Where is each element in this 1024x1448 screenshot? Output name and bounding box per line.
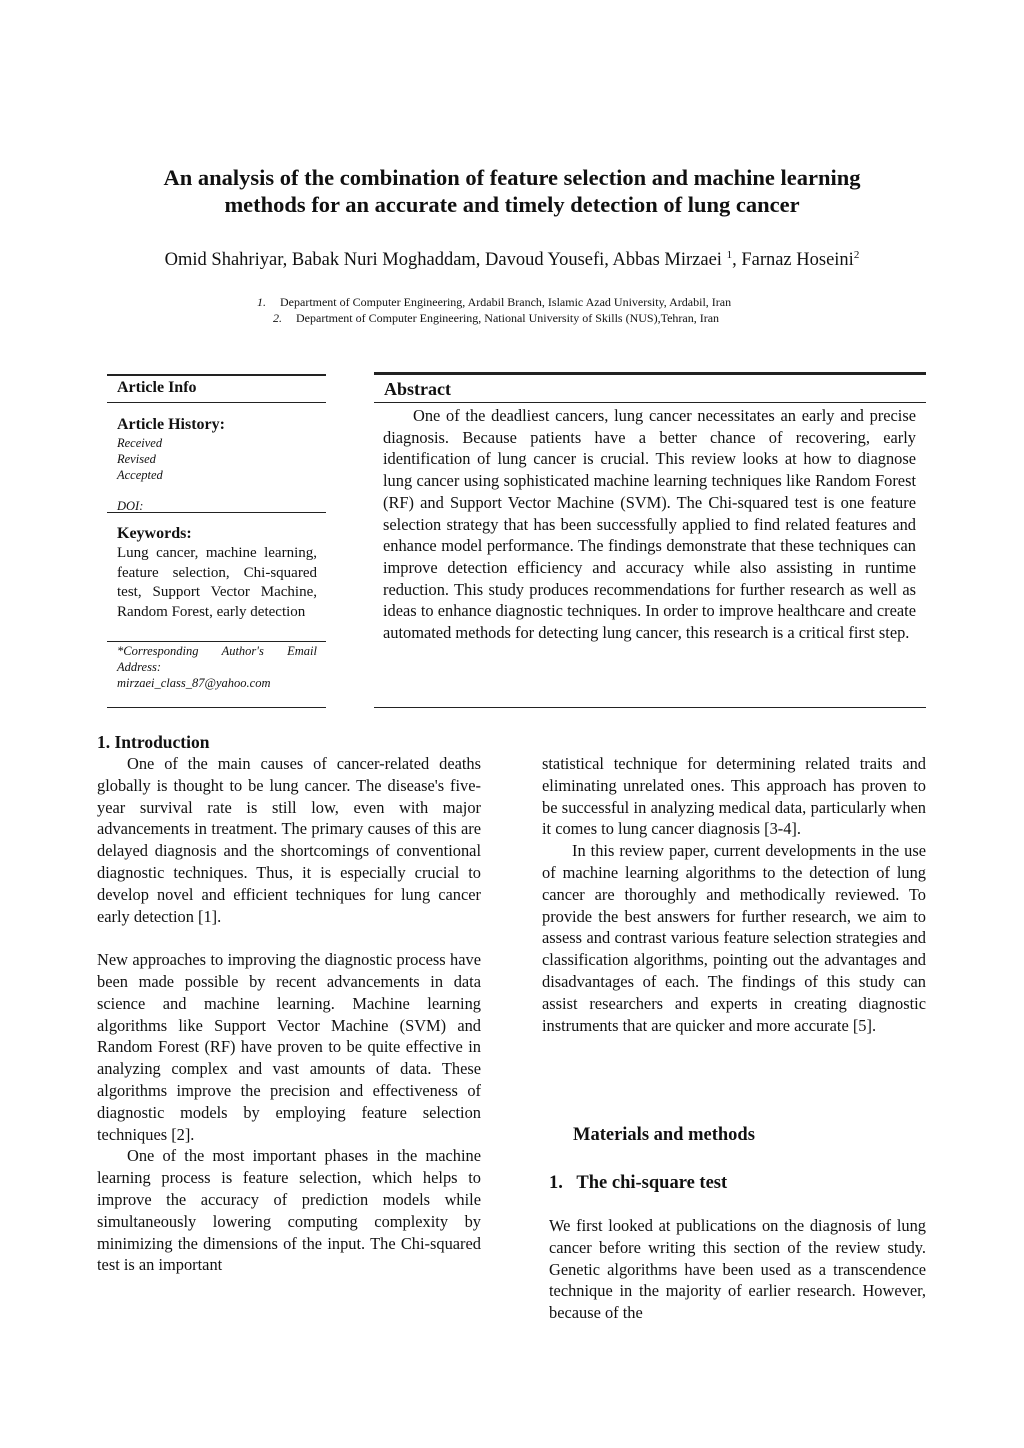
keywords-rule xyxy=(107,641,326,642)
article-info-heading-rule xyxy=(107,402,326,403)
intro-paragraph-3-continued: statistical technique for determining related traits and eliminating unrelated ones. This approach has proven to be successful in analyzing medical data, particularly when it comes to lung cancer diagnosis [3-4]. xyxy=(542,754,926,839)
abstract-bottom-rule xyxy=(374,707,926,708)
affiliation-1 xyxy=(250,294,731,310)
keywords-heading: Keywords: xyxy=(117,525,192,542)
abstract-text: One of the deadliest cancers, lung cancer necessitates an early and precise diagnosis. Because patients have a better chance of recovering, early identification of lung cancer is crucial. This review looks at how to diagnose lung cancer using sophisticated machine learning techniques like Random Forest (RF) and Support Vector Machine (SVM). The Chi-squared test is one feature selection strategy that has been successfully applied to find related features and enhance model performance. The findings demonstrate that these techniques can improve detection efficiency and accuracy while also assisting in runtime reduction. This study produces recommendations for further research as well as ideas to enhance diagnostic techniques. In order to improve healthcare and create automated methods for detecting lung cancer, this research is a critical first step. xyxy=(383,406,916,643)
intro-paragraph-2: New approaches to improving the diagnostic process have been made possible by recent advancements in data science and machine learning. Machine learning algorithms like Support Vector Machine (SVM) and Random Forest (RF) have proven to be quite effective in analyzing complex and vast amounts of data. These algorithms improve the precision and effectiveness of diagnostic models by employing feature selection techniques [2]. xyxy=(97,950,481,1144)
authors-text: Omid Shahriyar, Babak Nuri Moghaddam, Davoud Yousefi, Abbas Mirzaei xyxy=(164,250,722,270)
affiliation-text: Department of Computer Engineering, Ardabil Branch, Islamic Azad University, Ardabil, Iran xyxy=(280,295,732,309)
accepted-label: Accepted xyxy=(117,468,163,482)
abstract-heading: Abstract xyxy=(384,379,451,399)
intro-paragraph-3: One of the most important phases in the machine learning process is feature selection, which helps to improve the accuracy of prediction models while simultaneously lowering computing complexity by minimizing the dimensions of the input. The Chi-squared test is an important xyxy=(97,1146,481,1275)
chi-square-subheading: 1. The chi-square test xyxy=(549,1173,728,1193)
intro-left-column xyxy=(97,753,481,1276)
affiliation-number: 2. xyxy=(273,311,282,325)
article-info-top-rule xyxy=(107,374,326,376)
received-label: Received xyxy=(117,436,163,450)
article-info-bottom-rule xyxy=(107,707,326,708)
article-info-heading: Article Info xyxy=(117,379,197,396)
authors-last: , Farnaz Hoseini xyxy=(732,250,854,270)
intro-paragraph-4: In this review paper, current developments in the use of machine learning algorithms to the detection of lung cancer are thoroughly and methodically reviewed. To provide the best answers for further research, we aim to assess and contrast various feature selection strategies and classification algorithms, pointing out the advantages and disadvantages of each. The findings of this study can assist researchers and experts in creating diagnostic instruments that are quicker and more accurate [5]. xyxy=(542,841,926,1035)
abstract-top-rule xyxy=(374,372,926,375)
corresponding-email: mirzaei_class_87@yahoo.com xyxy=(117,676,271,690)
abstract-heading-rule xyxy=(374,402,926,403)
author-list xyxy=(80,243,944,272)
corresponding-label: *Corresponding Author's Email Address: xyxy=(117,644,317,674)
author-affiliation-mark-2: 2 xyxy=(853,249,860,261)
keywords-text: Lung cancer, machine learning, feature selection, Chi-squared test, Support Vector Machine, Random Forest, early detection xyxy=(117,545,317,620)
paper-title xyxy=(80,164,944,218)
title-line-1: An analysis of the combination of feature selection and machine learning xyxy=(163,165,861,190)
materials-methods-heading: Materials and methods xyxy=(573,1125,755,1145)
doi-label: DOI: xyxy=(117,499,144,513)
affiliation-text: Department of Computer Engineering, National University of Skills (NUS),Tehran, Iran xyxy=(296,311,720,325)
title-line-2: methods for an accurate and timely detection of lung cancer xyxy=(224,192,800,217)
intro-right-column xyxy=(542,753,926,1036)
article-history-heading: Article History: xyxy=(117,416,225,433)
introduction-heading: 1. Introduction xyxy=(97,732,210,752)
corresponding-author xyxy=(117,643,317,691)
methods-paragraph-1: We first looked at publications on the diagnosis of lung cancer before writing this section of the review study. Genetic algorithms have been used as a transcendence technique in the majority of earlier research. However, because of the xyxy=(549,1216,926,1323)
affiliation-number: 1. xyxy=(257,295,266,309)
intro-paragraph-1: One of the main causes of cancer-related deaths globally is thought to be lung cancer. The disease's five-year survival rate is still low, even with major advancements in treatment. The primary causes of this are delayed diagnosis and the shortcomings of conventional diagnostic techniques. Thus, it is especially crucial to develop novel and efficient techniques for lung cancer early detection [1]. xyxy=(97,754,481,926)
author-affiliation-mark-1: 1 xyxy=(726,249,733,261)
affiliation-2 xyxy=(266,310,719,326)
revised-label: Revised xyxy=(117,452,156,466)
